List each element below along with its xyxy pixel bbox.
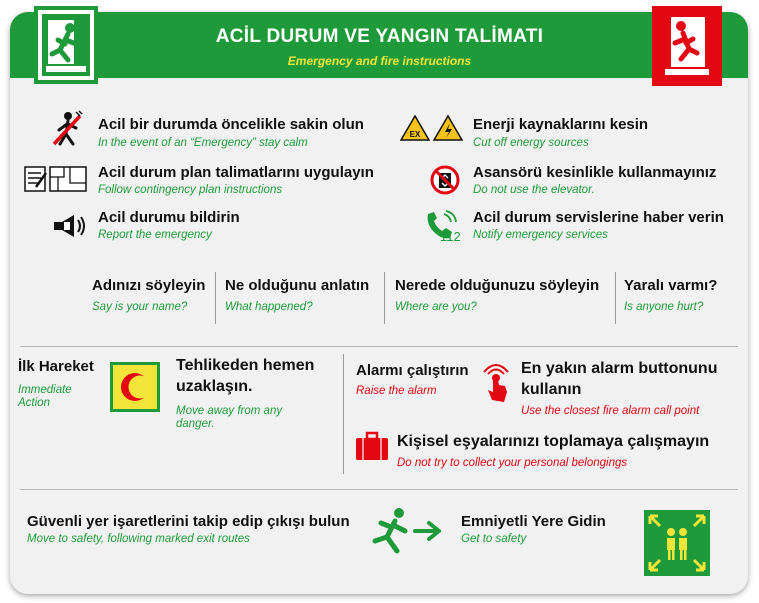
closest-alarm-tr-line1: En yakın alarm buttonunu (521, 360, 718, 377)
instruction-2-en: Follow contingency plan instructions (98, 184, 283, 196)
report-step-4-en: Is anyone hurt? (624, 301, 704, 313)
first-action-en-line2: Action (18, 397, 50, 409)
stay-calm-icon (50, 110, 84, 153)
section-divider (20, 346, 738, 347)
report-separator (615, 272, 616, 324)
move-away-en-line2: danger. (176, 418, 215, 430)
instruction-4-tr: Enerji kaynaklarını kesin (473, 116, 649, 133)
belongings-tr: Kişisel eşyalarınızı toplamaya çalışmayın (397, 433, 710, 450)
energy-warning-icon (400, 115, 464, 146)
instruction-6-en: Notify emergency services (473, 229, 608, 241)
move-away-tr-line1: Tehlikeden hemen (176, 357, 315, 374)
safe-place-en: Get to safety (461, 533, 527, 545)
closest-alarm-tr-line2: kullanın (521, 381, 582, 398)
assembly-point-icon (644, 510, 710, 581)
instruction-3-tr: Acil durumu bildirin (98, 209, 240, 226)
instruction-4-en: Cut off energy sources (473, 137, 589, 149)
belongings-en: Do not try to collect your personal belongings (397, 457, 628, 469)
plan-icon (24, 165, 88, 198)
first-action-tr: İlk Hareket (18, 358, 94, 375)
instruction-5-tr: Asansörü kesinlikle kullanmayınız (473, 164, 717, 181)
instruction-1-tr: Acil bir durumda öncelikle sakin olun (98, 116, 364, 133)
safe-place-tr: Emniyetli Yere Gidin (461, 513, 606, 530)
report-step-1-en: Say is your name? (92, 301, 188, 313)
alarm-button-icon (480, 362, 512, 409)
instruction-6-tr: Acil durum servislerine haber verin (473, 209, 724, 226)
page-title: ACİL DURUM VE YANGIN TALİMATI (215, 26, 544, 47)
move-away-en-line1: Move away from any (176, 405, 283, 417)
instruction-2-tr: Acil durum plan talimatlarını uygulayın (98, 164, 374, 181)
raise-alarm-en: Raise the alarm (356, 385, 437, 397)
report-separator (384, 272, 385, 324)
evacuation-tr: Güvenli yer işaretlerini takip edip çıkışı bulun (27, 513, 350, 530)
closest-alarm-en: Use the closest fire alarm call point (521, 405, 700, 417)
report-step-1-tr: Adınızı söyleyin (92, 277, 206, 294)
instruction-5-en: Do not use the elevator. (473, 184, 595, 196)
report-step-4-tr: Yaralı varmı? (624, 277, 718, 294)
ex-label: EX (409, 130, 421, 139)
report-separator (215, 272, 216, 324)
report-step-2-tr: Ne olduğunu anlatın (225, 277, 370, 294)
move-away-tr-line2: uzaklaşın. (176, 378, 253, 395)
evacuation-en: Move to safety, following marked exit routes (27, 533, 250, 545)
instruction-3-en: Report the emergency (98, 229, 212, 241)
section-divider (20, 489, 738, 490)
section-vertical-divider (343, 354, 344, 474)
report-step-3-en: Where are you? (395, 301, 477, 313)
phone-number-label: 112 (440, 229, 461, 244)
report-step-2-en: What happened? (225, 301, 313, 313)
running-exit-icon (365, 505, 445, 562)
first-action-en-line1: Immediate (18, 384, 72, 396)
suitcase-icon (355, 431, 389, 466)
page-subtitle: Emergency and fire instructions (287, 54, 472, 68)
red-crescent-icon (109, 361, 161, 418)
raise-alarm-tr: Alarmı çalıştırın (356, 362, 469, 379)
megaphone-icon (50, 213, 86, 244)
report-step-3-tr: Nerede olduğunuzu söyleyin (395, 277, 600, 294)
no-elevator-icon (430, 165, 460, 200)
instruction-1-en: In the event of an “Emergency” stay calm (98, 137, 308, 149)
